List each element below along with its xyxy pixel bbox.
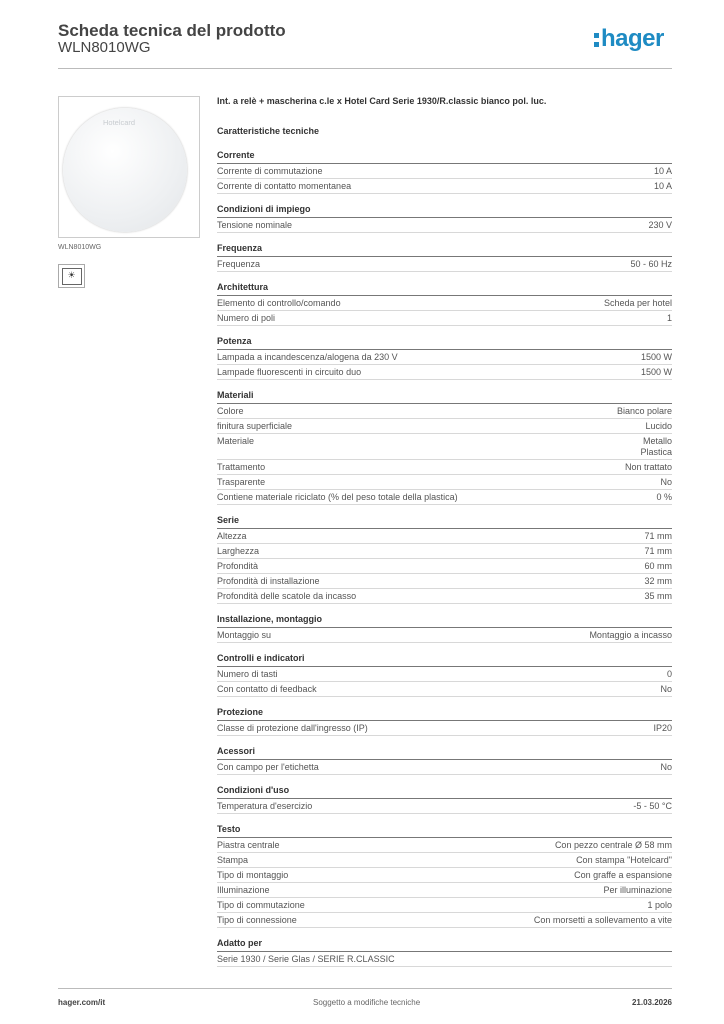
section-title: Potenza	[217, 336, 672, 350]
spec-row	[217, 218, 672, 233]
spec-value: Scheda per hotel	[603, 298, 672, 308]
spec-value: 1500 W	[640, 367, 672, 377]
spec-value: Metallo Plastica	[640, 436, 672, 457]
spec-value: 0	[666, 669, 672, 679]
spec-row	[217, 559, 672, 574]
section-title: Testo	[217, 824, 672, 838]
spec-value: Per illuminazione	[603, 885, 672, 895]
spec-section	[217, 707, 672, 736]
spec-sections	[217, 150, 672, 967]
hotelcard-print: Hotelcard	[103, 118, 136, 127]
spec-value: 60 mm	[644, 561, 672, 571]
spec-value: 230 V	[648, 220, 672, 230]
spec-value: Con morsetti a sollevamento a vite	[533, 915, 672, 925]
spec-label: Serie 1930 / Serie Glas / SERIE R.CLASSIC	[217, 954, 395, 964]
spec-section	[217, 785, 672, 814]
spec-row	[217, 721, 672, 736]
section-title: Adatto per	[217, 938, 672, 952]
spec-value: 1 polo	[647, 900, 672, 910]
spec-row	[217, 589, 672, 604]
spec-label: Trattamento	[217, 462, 266, 472]
section-title: Condizioni d'uso	[217, 785, 672, 799]
spec-label: finitura superficiale	[217, 421, 293, 431]
product-description: Int. a relè + mascherina c.le x Hotel Card Serie 1930/R.classic bianco pol. luc.	[217, 96, 547, 106]
page-title: Scheda tecnica del prodotto	[58, 21, 286, 40]
spec-row	[217, 311, 672, 326]
spec-value: IP20	[653, 723, 672, 733]
spec-label: Larghezza	[217, 546, 260, 556]
spec-label: Materiale	[217, 436, 255, 446]
spec-value: -5 - 50 °C	[633, 801, 672, 811]
spec-row	[217, 682, 672, 697]
spec-label: Trasparente	[217, 477, 266, 487]
spec-value: 35 mm	[644, 591, 672, 601]
spec-row	[217, 628, 672, 643]
spec-label: Corrente di commutazione	[217, 166, 323, 176]
spec-row	[217, 490, 672, 505]
spec-label: Profondità	[217, 561, 259, 571]
spec-label: Tipo di commutazione	[217, 900, 305, 910]
spec-label: Corrente di contatto momentanea	[217, 181, 352, 191]
spec-value: Con graffe a espansione	[574, 870, 672, 880]
spec-label: Piastra centrale	[217, 840, 280, 850]
spec-row	[217, 434, 672, 460]
spec-label: Stampa	[217, 855, 249, 865]
spec-row	[217, 952, 672, 967]
spec-row	[217, 296, 672, 311]
spec-row	[217, 853, 672, 868]
spec-label: Lampada a incandescenza/alogena da 230 V	[217, 352, 398, 362]
spec-label: Numero di poli	[217, 313, 276, 323]
section-title: Architettura	[217, 282, 672, 296]
spec-value: Montaggio a incasso	[589, 630, 672, 640]
header-divider	[58, 68, 672, 69]
spec-section	[217, 746, 672, 775]
spec-content	[217, 96, 672, 967]
spec-value: Con stampa "Hotelcard"	[576, 855, 672, 865]
spec-label: Altezza	[217, 531, 247, 541]
section-title: Installazione, montaggio	[217, 614, 672, 628]
spec-label: Tipo di connessione	[217, 915, 297, 925]
spec-row	[217, 544, 672, 559]
spec-value: 50 - 60 Hz	[630, 259, 672, 269]
spec-label: Elemento di controllo/comando	[217, 298, 341, 308]
spec-value: Lucido	[645, 421, 672, 431]
spec-row	[217, 460, 672, 475]
section-title: Acessori	[217, 746, 672, 760]
logo-text: hager	[601, 25, 664, 52]
spec-value: No	[660, 684, 672, 694]
spec-label: Con contatto di feedback	[217, 684, 317, 694]
section-title: Frequenza	[217, 243, 672, 257]
spec-row	[217, 760, 672, 775]
spec-row	[217, 257, 672, 272]
spec-row	[217, 164, 672, 179]
spec-row	[217, 667, 672, 682]
spec-label: Tipo di montaggio	[217, 870, 289, 880]
spec-section	[217, 824, 672, 928]
spec-row	[217, 913, 672, 928]
spec-section	[217, 614, 672, 643]
spec-label: Illuminazione	[217, 885, 270, 895]
spec-value: No	[660, 477, 672, 487]
spec-value: 0 %	[656, 492, 672, 502]
footer-divider	[58, 988, 672, 989]
footer-notice: Soggetto a modifiche tecniche	[313, 998, 421, 1007]
spec-heading: Caratteristiche tecniche	[217, 126, 320, 136]
spec-label: Tensione nominale	[217, 220, 293, 230]
spec-row	[217, 350, 672, 365]
spec-label: Numero di tasti	[217, 669, 278, 679]
spec-label: Profondità di installazione	[217, 576, 320, 586]
spec-row	[217, 868, 672, 883]
spec-row	[217, 179, 672, 194]
spec-section	[217, 390, 672, 505]
footer-date: 21.03.2026	[631, 998, 672, 1007]
spec-section	[217, 150, 672, 194]
spec-section	[217, 243, 672, 272]
section-title: Protezione	[217, 707, 672, 721]
spec-row	[217, 574, 672, 589]
spec-value: 10 A	[653, 181, 672, 191]
spec-section	[217, 938, 672, 967]
product-image	[58, 96, 200, 238]
spec-section	[217, 653, 672, 697]
spec-row	[217, 475, 672, 490]
footer-website: hager.com/it	[58, 998, 106, 1007]
section-title: Materiali	[217, 390, 672, 404]
spec-value: 32 mm	[644, 576, 672, 586]
spec-row	[217, 898, 672, 913]
section-title: Corrente	[217, 150, 672, 164]
product-code: WLN8010WG	[58, 39, 151, 56]
spec-value: 71 mm	[644, 531, 672, 541]
spec-row	[217, 404, 672, 419]
spec-row	[217, 883, 672, 898]
image-caption: WLN8010WG	[58, 244, 102, 251]
spec-value: 10 A	[653, 166, 672, 176]
spec-label: Classe di protezione dall'ingresso (IP)	[217, 723, 368, 733]
spec-label: Con campo per l'etichetta	[217, 762, 319, 772]
spec-label: Temperatura d'esercizio	[217, 801, 313, 811]
spec-label: Contiene materiale riciclato (% del peso totale della plastica)	[217, 492, 458, 502]
spec-label: Frequenza	[217, 259, 261, 269]
spec-row	[217, 838, 672, 853]
spec-value: Con pezzo centrale Ø 58 mm	[554, 840, 672, 850]
logo-colon	[594, 33, 599, 51]
spec-section	[217, 204, 672, 233]
light-bulb-icon: ☀	[58, 264, 85, 288]
spec-value: Non trattato	[624, 462, 672, 472]
spec-value: Bianco polare	[616, 406, 672, 416]
spec-value: 71 mm	[644, 546, 672, 556]
spec-value: No	[660, 762, 672, 772]
section-title: Serie	[217, 515, 672, 529]
section-title: Controlli e indicatori	[217, 653, 672, 667]
spec-section	[217, 282, 672, 326]
spec-label: Colore	[217, 406, 244, 416]
spec-section	[217, 515, 672, 604]
spec-label: Lampade fluorescenti in circuito duo	[217, 367, 362, 377]
spec-label: Profondità delle scatole da incasso	[217, 591, 357, 601]
spec-value: 1500 W	[640, 352, 672, 362]
spec-row	[217, 529, 672, 544]
spec-row	[217, 365, 672, 380]
spec-row	[217, 419, 672, 434]
spec-label: Montaggio su	[217, 630, 272, 640]
spec-row	[217, 799, 672, 814]
section-title: Condizioni di impiego	[217, 204, 672, 218]
spec-section	[217, 336, 672, 380]
spec-value: 1	[666, 313, 672, 323]
